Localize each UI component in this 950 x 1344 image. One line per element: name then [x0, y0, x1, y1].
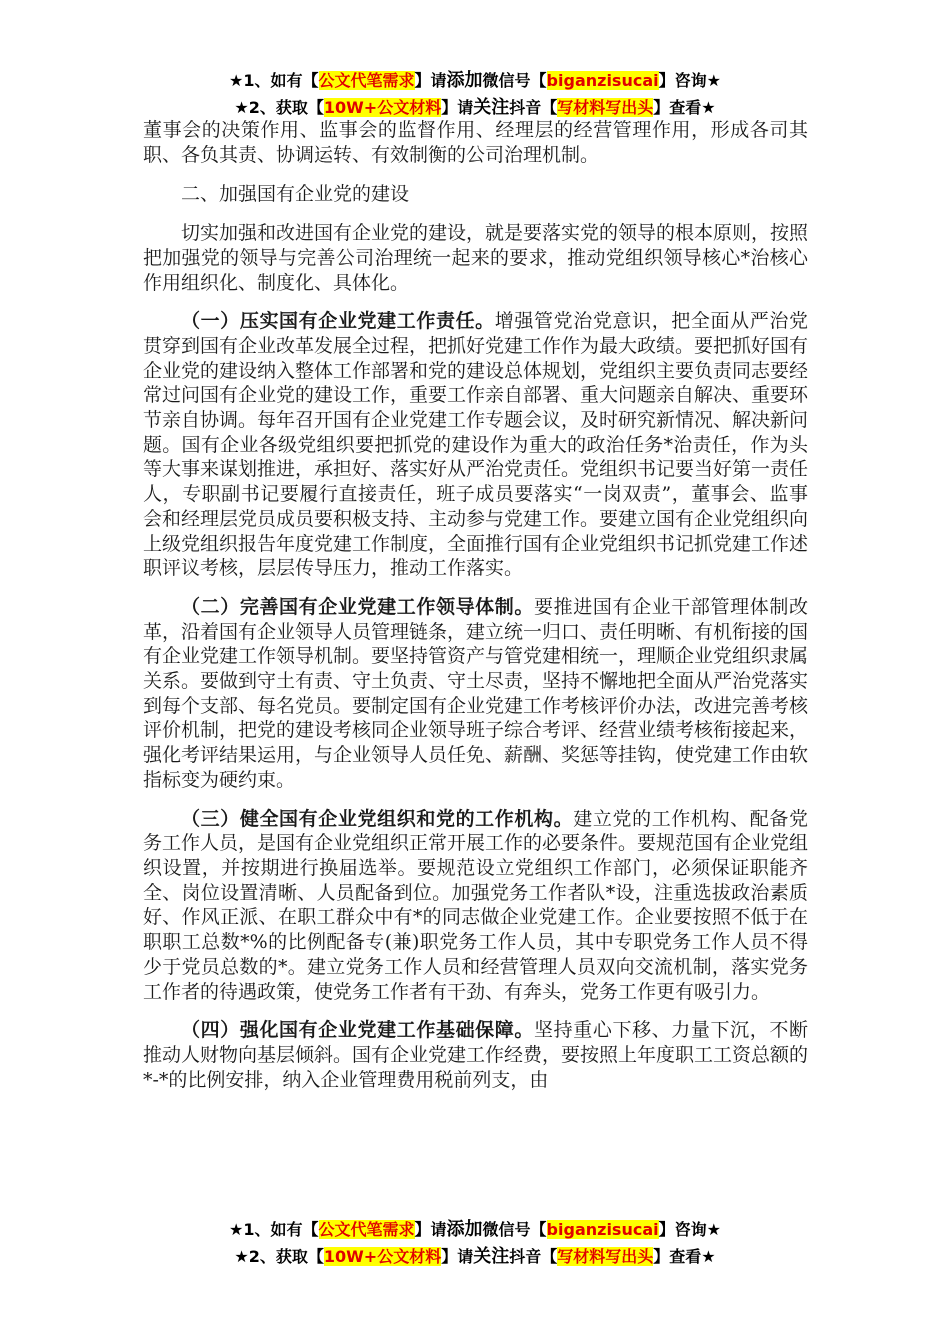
banner-text: 】咨询★ [658, 1220, 721, 1239]
banner-text: 】咨询★ [658, 71, 721, 90]
paragraph-intro: 切实加强和改进国有企业党的建设，就是要落实党的领导的根本原则，按照把加强党的领导与完善公司治理统一起来的要求，推动党组织领导核心*治核心作用组织化、制度化、具体化。 [143, 222, 809, 294]
banner-keyword: 关注 [473, 1246, 510, 1267]
subsection-title: （四）强化国有企业党建工作基础保障。 [181, 1019, 535, 1042]
subsection-title: （三）健全国有企业党组织和党的工作机构。 [181, 807, 574, 830]
banner-highlight: 公文代笔需求 [318, 1220, 415, 1239]
banner-text: 】查看★ [653, 1247, 716, 1266]
paragraph-section-4 [143, 1018, 808, 1092]
banner-text: 微信号【 [482, 1220, 547, 1239]
banner-text: ★2、获取【 [234, 1247, 324, 1266]
section-heading: 二、加强国有企业党的建设 [181, 183, 410, 206]
banner-highlight: 写材料写出头 [557, 98, 654, 117]
footer-banner [0, 1216, 950, 1270]
banner-highlight: 10W+公文材料 [323, 1247, 442, 1266]
banner-keyword: 添加 [446, 1219, 483, 1240]
banner-text: 抖音【 [509, 1247, 558, 1266]
banner-text: ★1、如有【 [229, 71, 319, 90]
subsection-title: （二）完善国有企业党建工作领导体制。 [181, 595, 535, 618]
banner-highlight: biganzisucai [546, 1220, 659, 1239]
paragraph-section-3 [143, 807, 808, 1005]
paragraph-continued: 董事会的决策作用、监事会的监督作用、经理层的经营管理作用，形成各司其职、各负其责、协调运转、有效制衡的公司治理机制。 [143, 119, 808, 166]
banner-text: ★2、获取【 [234, 98, 324, 117]
subsection-title: （一）压实国有企业党建工作责任。 [181, 310, 495, 333]
subsection-body: 坚持重心下移、力量下沉，不断推动人财物向基层倾斜。国有企业党建工作经费，要按照上年度职工工资总额的*-*的比例安排，纳入企业管理费用税前列支，由 [143, 1019, 809, 1091]
banner-text: 】请 [441, 98, 474, 117]
subsection-body: 建立党的工作机构、配备党务工作人员，是国有企业党组织正常开展工作的必要条件。要规范国有企业党组织设置，并按期进行换届选举。要规范设立党组织工作部门，必须保证职能齐全、岗位设置清晰、人员配备到位。加强党务工作者队*设，注重选拔政治素质好、作风正派、在职工群众中有*的同志做企业党建工作。企业要按照不低于在职职工总数*%的比例配备专(兼)职党务工作人员，其中专职党务工作人员不得少于党员总数的*。建立党务工作人员和经营管理人员双向交流机制，落实党务工作者的待遇政策，使党务工作者有干劲、有奔头，党务工作更有吸引力。 [143, 807, 809, 1003]
banner-highlight: 公文代笔需求 [318, 71, 415, 90]
banner-text: 】请 [414, 71, 447, 90]
paragraph-section-2 [143, 595, 808, 793]
banner-text: 】请 [414, 1220, 447, 1239]
banner-line-1 [0, 67, 950, 94]
subsection-body: 要推进国有企业干部管理体制改革，沿着国有企业领导人员管理链条，建立统一归口、责任明晰、有机衔接的国有企业党建工作领导机制。要坚持管资产与管党建相统一，理顺企业党组织隶属关系。要做到守土有责、守土负责、守土尽责，坚持不懈地把全面从严治党落实到每个支部、每名党员。要制定国有企业党建工作考核评价办法，改进完善考核评价机制，把党的建设考核同企业领导班子综合考评、经营业绩考核衔接起来，强化考评结果运用，与企业领导人员任免、薪酬、奖惩等挂钩，使党建工作由软指标变为硬约束。 [143, 595, 809, 791]
banner-highlight: 10W+公文材料 [323, 98, 442, 117]
paragraph-section-1 [143, 309, 808, 581]
banner-text: 微信号【 [482, 71, 547, 90]
banner-text: 】请 [441, 1247, 474, 1266]
banner-highlight: 写材料写出头 [557, 1247, 654, 1266]
banner-line-2 [0, 94, 950, 121]
header-banner [0, 67, 950, 121]
banner-keyword: 添加 [446, 70, 483, 91]
banner-line-1 [0, 1216, 950, 1243]
banner-highlight: biganzisucai [546, 71, 659, 90]
subsection-body: 增强管党治党意识，把全面从严治党贯穿到国有企业改革发展全过程，把抓好党建工作作为最大政绩。要把抓好国有企业党的建设纳入整体工作部署和党的建设总体规划，党组织主要负责同志要经常过问国有企业党的建设工作，重要工作亲自部署、重大问题亲自解决、重要环节亲自协调。每年召开国有企业党建工作专题会议，及时研究新情况、解决新问题。国有企业各级党组织要把抓党的建设作为重大的政治任务*治责任，作为头等大事来谋划推进，承担好、落实好从严治党责任。党组织书记要当好第一责任人，专职副书记要履行直接责任，班子成员要落实“一岗双责”，董事会、监事会和经理层党员成员要积极支持、主动参与党建工作。要建立国有企业党组织向上级党组织报告年度党建工作制度，全面推行国有企业党组织书记抓党建工作述职评议考核，层层传导压力，推动工作落实。 [143, 310, 809, 580]
document-body [143, 118, 808, 1092]
banner-text: ★1、如有【 [229, 1220, 319, 1239]
banner-text: 】查看★ [653, 98, 716, 117]
banner-text: 抖音【 [509, 98, 558, 117]
banner-line-2 [0, 1243, 950, 1270]
banner-keyword: 关注 [473, 97, 510, 118]
